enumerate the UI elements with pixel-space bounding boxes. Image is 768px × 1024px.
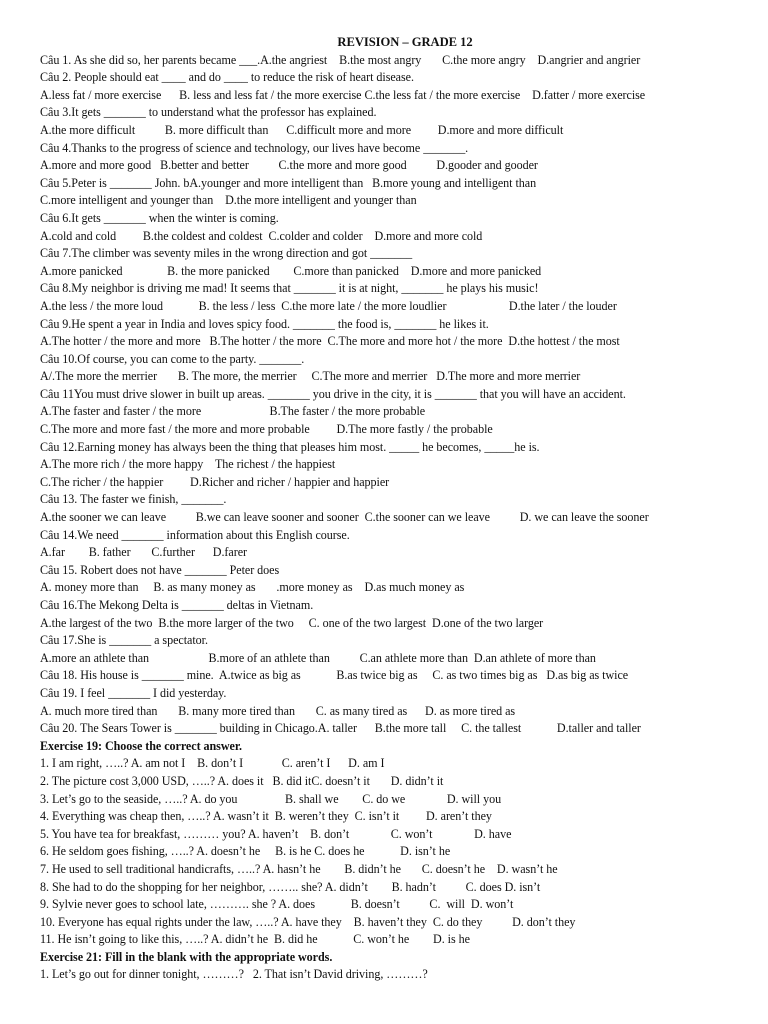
text-line: C.The more and more fast / the more and more probable D.The more fastly / the probable (40, 422, 493, 437)
text-line: Câu 1. As she did so, her parents became ___.A.the angriest B.the most angry C.the more angry D.angrier and angrier (40, 52, 641, 67)
text-line: Câu 17.She is _______ a spectator. (40, 633, 208, 648)
text-line: 3. Let’s go to the seaside, …..? A. do you B. shall we C. do we D. will you (40, 791, 502, 806)
text-line: Câu 20. The Sears Tower is _______ building in Chicago.A. taller B.the more tall C. the tallest D.taller and taller (40, 721, 641, 736)
text-line: C.The richer / the happier D.Richer and richer / happier and happier (40, 474, 390, 489)
worksheet-body (40, 52, 754, 984)
text-line: Câu 19. I feel _______ I did yesterday. (40, 685, 227, 700)
text-line: Câu 3.It gets _______ to understand what the professor has explained. (40, 105, 377, 120)
text-line: 5. You have tea for breakfast, ……… you? A. haven’t B. don’t C. won’t D. have (40, 826, 512, 841)
text-line: Câu 13. The faster we finish, _______. (40, 492, 227, 507)
text-line: A.less fat / more exercise B. less and less fat / the more exercise C.the less fat / the more exercise D.fatter / more exercise (40, 87, 646, 102)
text-line: 1. I am right, …..? A. am not I B. don’t I C. aren’t I D. am I (40, 756, 385, 771)
text-line: A.more an athlete than B.more of an athlete than C.an athlete more than D.an athlete of more than (40, 650, 596, 665)
text-line: Câu 18. His house is _______ mine. A.twice as big as B.as twice big as C. as two times big as D.as big as twice (40, 668, 629, 683)
text-line: A.more and more good B.better and better C.the more and more good D.gooder and gooder (40, 158, 538, 173)
exercise-heading: Exercise 19: Choose the correct answer. (40, 738, 243, 753)
text-line: Câu 10.Of course, you can come to the party. _______. (40, 351, 305, 366)
text-line: Câu 5.Peter is _______ John. bA.younger and more intelligent than B.more young and intelligent than (40, 175, 537, 190)
text-line: A/.The more the merrier B. The more, the merrier C.The more and merrier D.The more and more merrier (40, 369, 581, 384)
text-line: 2. The picture cost 3,000 USD, …..? A. does it B. did itC. doesn’t it D. didn’t it (40, 773, 444, 788)
text-line: Câu 12.Earning money has always been the thing that pleases him most. _____ he becomes, _____he is. (40, 439, 540, 454)
text-line: 8. She had to do the shopping for her neighbor, …….. she? A. didn’t B. hadn’t C. does D. isn’t (40, 879, 541, 894)
text-line: A.more panicked B. the more panicked C.more than panicked D.more and more panicked (40, 263, 542, 278)
text-line: Câu 8.My neighbor is driving me mad! It seems that _______ it is at night, _______ he plays his music! (40, 281, 539, 296)
text-line: A.the more difficult B. more difficult than C.difficult more and more D.more and more difficult (40, 122, 564, 137)
text-line: Câu 6.It gets _______ when the winter is coming. (40, 210, 279, 225)
text-line: 1. Let’s go out for dinner tonight, ………? 2. That isn’t David driving, ………? (40, 967, 428, 982)
text-line: A.The faster and faster / the more B.The faster / the more probable (40, 404, 426, 419)
text-line: 9. Sylvie never goes to school late, ………. she ? A. does B. doesn’t C. will D. won’t (40, 897, 514, 912)
text-line: 4. Everything was cheap then, …..? A. wasn’t it B. weren’t they C. isn’t it D. aren’t they (40, 809, 492, 824)
text-line: 7. He used to sell traditional handicrafts, …..? A. hasn’t he B. didn’t he C. doesn’t he D. wasn’t he (40, 861, 558, 876)
text-line: 11. He isn’t going to like this, …..? A. didn’t he B. did he C. won’t he D. is he (40, 932, 470, 947)
text-line: A.The more rich / the more happy The richest / the happiest (40, 457, 336, 472)
text-line: A. money more than B. as many money as .more money as D.as much money as (40, 580, 465, 595)
text-line: A.the largest of the two B.the more larger of the two C. one of the two largest D.one of the two larger (40, 615, 544, 630)
text-line: A.far B. father C.further D.farer (40, 545, 248, 560)
text-line: Câu 4.Thanks to the progress of science and technology, our lives have become _______. (40, 140, 469, 155)
text-line: A. much more tired than B. many more tired than C. as many tired as D. as more tired as (40, 703, 516, 718)
text-line: Câu 7.The climber was seventy miles in the wrong direction and got _______ (40, 246, 413, 261)
text-line: A.the sooner we can leave B.we can leave sooner and sooner C.the sooner can we leave D. we can leave the sooner (40, 510, 649, 525)
text-line: A.the less / the more loud B. the less / less C.the more late / the more loudlier D.the later / the louder (40, 298, 617, 313)
text-line: Câu 16.The Mekong Delta is _______ deltas in Vietnam. (40, 598, 314, 612)
text-line: Câu 11You must drive slower in built up areas. _______ you drive in the city, it is _______ that you will have an accident. (40, 386, 626, 401)
text-line: Câu 9.He spent a year in India and loves spicy food. _______ the food is, _______ he likes it. (40, 316, 489, 331)
text-line: Câu 14.We need _______ information about this English course. (40, 527, 350, 542)
text-line: Câu 2. People should eat ____ and do ____ to reduce the risk of heart disease. (40, 70, 414, 85)
text-line: A.The hotter / the more and more B.The hotter / the more C.The more and more hot / the more D.the hottest / the most (40, 334, 620, 349)
text-line: 10. Everyone has equal rights under the law, …..? A. have they B. haven’t they C. do they D. don’t they (40, 914, 576, 929)
text-line: C.more intelligent and younger than D.the more intelligent and younger than (40, 193, 417, 208)
exercise-heading: Exercise 21: Fill in the blank with the appropriate words. (40, 949, 333, 964)
text-line: A.cold and cold B.the coldest and coldest C.colder and colder D.more and more cold (40, 228, 483, 243)
text-line: 6. He seldom goes fishing, …..? A. doesn’t he B. is he C. does he D. isn’t he (40, 844, 451, 859)
page-title: REVISION – GRADE 12 (337, 35, 473, 49)
text-line: Câu 15. Robert does not have _______ Peter does (40, 562, 280, 577)
